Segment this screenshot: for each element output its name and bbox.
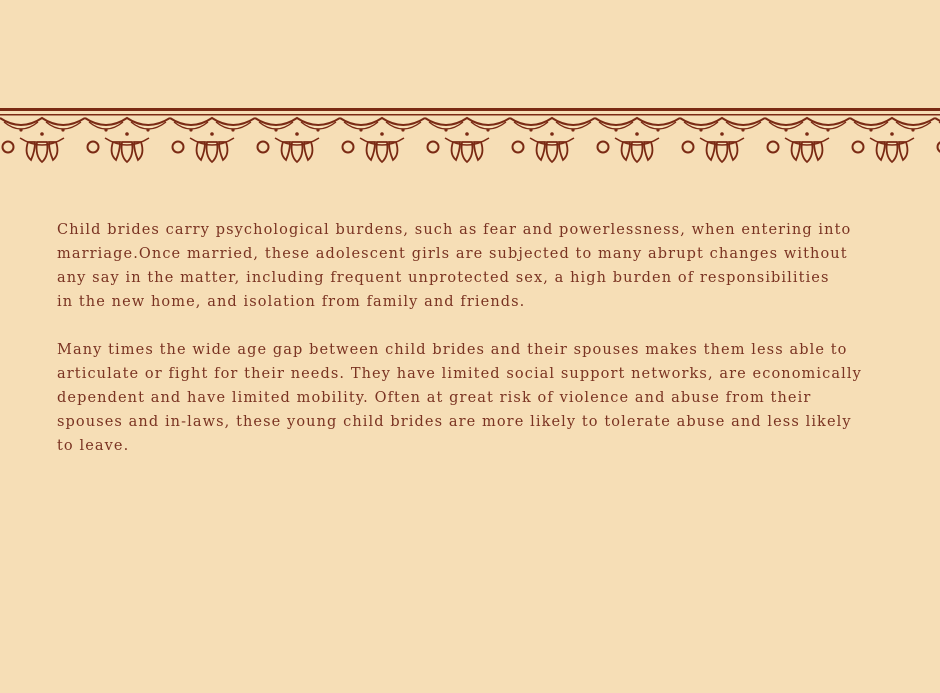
article-body	[57, 218, 927, 458]
paragraph-1: Child brides carry psychological burdens, such as fear and powerlessness, when entering into marriage.Once married, these adolescent girls are subjected to many abrupt changes without any say in the matter, including frequent unprotected sex, a high burden of responsibilities in the new home, and isolation from family and friends.	[57, 222, 852, 310]
lace-border-icon	[0, 106, 940, 164]
paragraph-2: Many times the wide age gap between child brides and their spouses makes them less able to articulate or fight for their needs. They have limited social support networks, are economically dependent and have limited mobility. Often at great risk of violence and abuse from their spouses and in-laws, these young child brides are more likely to tolerate abuse and less likely to leave.	[57, 342, 862, 454]
